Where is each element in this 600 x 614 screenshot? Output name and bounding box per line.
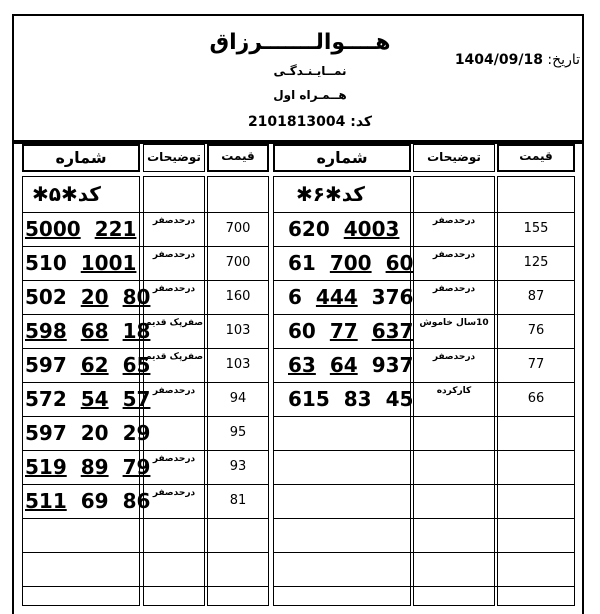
header-subtitle-operator: هــمـراه اول xyxy=(273,88,347,102)
header-code-label: کد: xyxy=(350,114,373,130)
number-part: 86 xyxy=(122,489,151,513)
number-part: 20 xyxy=(80,285,109,309)
row-divider xyxy=(22,348,269,349)
left-row-desc: درحدصفر xyxy=(152,488,196,498)
left-row-price: 700 xyxy=(225,221,251,236)
left-row-number xyxy=(25,319,150,343)
number-part: 511 xyxy=(25,489,67,513)
number-part: 597 xyxy=(25,353,67,377)
number-part: 376 xyxy=(371,285,414,309)
number-part: 221 xyxy=(94,217,137,241)
left-col-head-price: قیمت xyxy=(221,149,255,163)
number-part: 700 xyxy=(329,251,372,275)
left-row-price: 103 xyxy=(225,323,251,338)
right-code-label: کد✱۶✱ xyxy=(296,182,365,206)
right-row-number xyxy=(288,353,413,377)
left-row-price: 81 xyxy=(229,493,247,508)
number-part: 615 xyxy=(288,387,330,411)
left-row-desc: صفرپک قدیم xyxy=(144,352,204,362)
left-row-number xyxy=(25,455,150,479)
left-row-number xyxy=(25,421,150,445)
right-row-number xyxy=(288,217,399,241)
number-part: 620 xyxy=(288,217,330,241)
row-divider xyxy=(273,382,575,383)
number-part: 572 xyxy=(25,387,67,411)
header-date xyxy=(440,52,580,68)
row-divider xyxy=(273,484,575,485)
header-subtitle-agency: نمــایـنـدگـی xyxy=(273,64,347,78)
row-divider xyxy=(22,518,269,519)
number-part: 54 xyxy=(80,387,109,411)
left-row-number xyxy=(25,217,136,241)
number-part: 4003 xyxy=(343,217,400,241)
right-row-price: 66 xyxy=(527,391,545,406)
left-row-desc: درحدصفر xyxy=(152,250,196,260)
left-row-desc: درحدصفر xyxy=(152,386,196,396)
left-row-price: 160 xyxy=(225,289,251,304)
right-row-desc: درحدصفر xyxy=(432,216,476,226)
header-date-label: تاریخ: xyxy=(547,52,580,68)
right-row-number xyxy=(288,285,413,309)
row-divider xyxy=(22,246,269,247)
left-row-price: 93 xyxy=(229,459,247,474)
right-row-price: 125 xyxy=(523,255,549,270)
left-col-head-desc: توضیحات xyxy=(147,150,201,164)
right-row-price: 155 xyxy=(523,221,549,236)
right-row-number xyxy=(288,251,413,275)
row-divider xyxy=(273,280,575,281)
number-part: 83 xyxy=(343,387,372,411)
right-row-desc: درحدصفر xyxy=(432,352,476,362)
number-part: 69 xyxy=(80,489,109,513)
right-row-price: 76 xyxy=(527,323,545,338)
row-divider xyxy=(22,450,269,451)
header-code-value: 2101813004 xyxy=(247,114,346,130)
row-divider xyxy=(273,314,575,315)
left-row-desc: درحدصفر xyxy=(152,454,196,464)
row-divider xyxy=(22,314,269,315)
number-part: 444 xyxy=(315,285,358,309)
left-row-price: 103 xyxy=(225,357,251,372)
number-part: 57 xyxy=(122,387,151,411)
number-part: 80 xyxy=(122,285,151,309)
row-divider xyxy=(22,212,269,213)
number-part: 29 xyxy=(122,421,151,445)
left-row-desc: درحدصفر xyxy=(152,216,196,226)
right-row-number xyxy=(288,387,413,411)
number-part: 5000 xyxy=(25,217,81,241)
number-part: 20 xyxy=(80,421,109,445)
right-row-number xyxy=(288,319,413,343)
number-part: 502 xyxy=(25,285,67,309)
right-col-head-price: قیمت xyxy=(519,149,553,163)
number-part: 89 xyxy=(80,455,109,479)
row-divider xyxy=(22,552,269,553)
right-col-head-desc: توضیحات xyxy=(427,150,481,164)
row-divider xyxy=(273,552,575,553)
row-divider xyxy=(273,348,575,349)
left-row-number xyxy=(25,285,150,309)
header-date-value: 1404/09/18 xyxy=(454,52,543,68)
number-part: 598 xyxy=(25,319,67,343)
number-part: 1001 xyxy=(80,251,137,275)
row-divider xyxy=(273,450,575,451)
number-part: 45 xyxy=(385,387,414,411)
number-part: 510 xyxy=(25,251,67,275)
left-code-label: کد✱۵✱ xyxy=(32,182,101,206)
row-divider xyxy=(22,586,269,587)
left-row-price: 94 xyxy=(229,391,247,406)
left-row-number xyxy=(25,251,136,275)
left-row-number xyxy=(25,353,150,377)
left-row-price: 700 xyxy=(225,255,251,270)
number-part: 937 xyxy=(371,353,414,377)
left-row-number xyxy=(25,489,150,513)
header-title: هــــوالـــــــرزاق xyxy=(209,30,391,55)
header-code xyxy=(220,114,400,130)
number-part: 65 xyxy=(122,353,151,377)
right-row-price: 77 xyxy=(527,357,545,372)
row-divider xyxy=(22,280,269,281)
left-col-head-number: شماره xyxy=(55,148,107,167)
right-row-desc: درحدصفر xyxy=(432,284,476,294)
right-row-desc: کارکرده xyxy=(436,386,472,396)
left-row-price: 95 xyxy=(229,425,247,440)
row-divider xyxy=(22,382,269,383)
number-part: 60 xyxy=(385,251,414,275)
number-part: 64 xyxy=(329,353,358,377)
row-divider xyxy=(273,416,575,417)
number-part: 18 xyxy=(122,319,151,343)
row-divider xyxy=(273,212,575,213)
right-row-desc: 10سال خاموش xyxy=(419,318,489,328)
number-part: 60 xyxy=(288,319,316,343)
number-part: 68 xyxy=(80,319,109,343)
number-part: 597 xyxy=(25,421,67,445)
row-divider xyxy=(273,586,575,587)
right-col-head-number: شماره xyxy=(316,148,368,167)
left-row-desc: صفرپک قدیم xyxy=(144,318,204,328)
left-row-desc: درحدصفر xyxy=(152,284,196,294)
number-part: 6 xyxy=(288,285,302,309)
number-part: 79 xyxy=(122,455,151,479)
row-divider xyxy=(273,246,575,247)
row-divider xyxy=(22,416,269,417)
right-row-price: 87 xyxy=(527,289,545,304)
number-part: 519 xyxy=(25,455,67,479)
right-row-desc: درحدصفر xyxy=(432,250,476,260)
number-part: 61 xyxy=(288,251,316,275)
number-part: 62 xyxy=(80,353,109,377)
left-row-number xyxy=(25,387,150,411)
number-part: 77 xyxy=(329,319,358,343)
row-divider xyxy=(22,484,269,485)
row-divider xyxy=(273,518,575,519)
number-part: 637 xyxy=(371,319,414,343)
number-part: 63 xyxy=(288,353,316,377)
